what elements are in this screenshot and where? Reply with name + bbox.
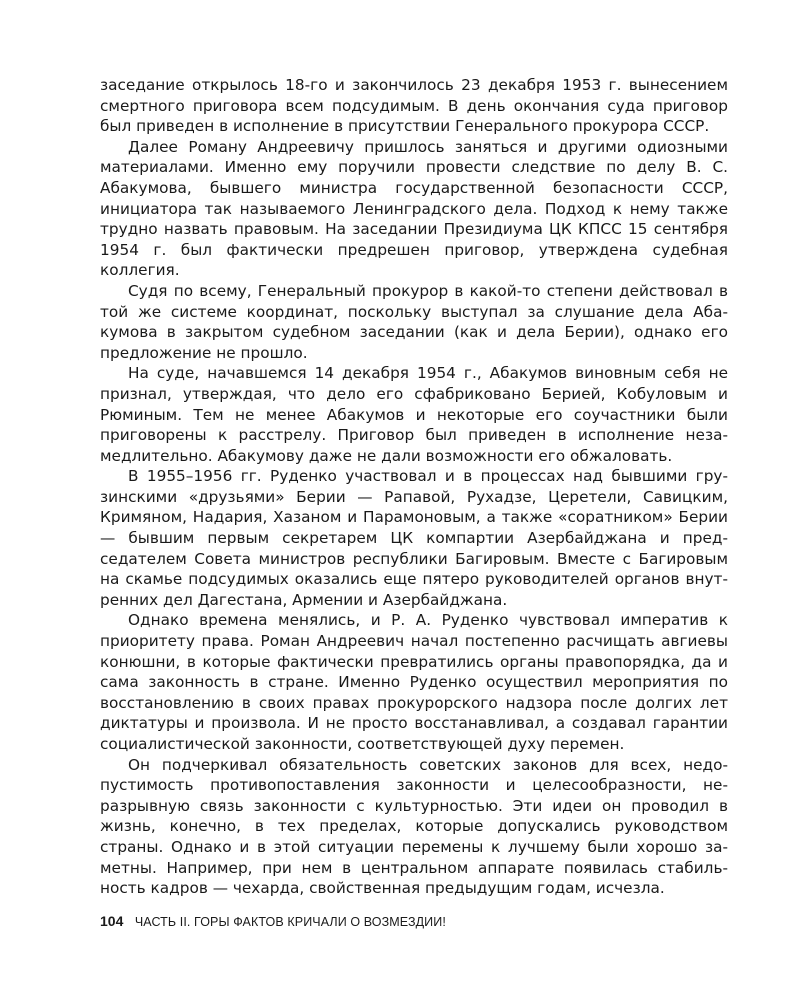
paragraph-2: Далее Роману Андреевичу пришлось заняться и другими одиозными материалами. Именно ему поручили провести следствие по делу В. С. Абакумова, бывшего министра государственной безопасности СССР, инициатора так называемого Ленинградского дела. Подход к нему также трудно назвать правовым. На заседании Президиума ЦК КПСС 15 сентября 1954 г. был фактически предрешен приговор, утверждена судебная коллегия. (100, 137, 728, 280)
book-page (100, 75, 728, 975)
paragraph-7: Он подчеркивал обязательность советских законов для всех, недопустимость противопоставления законности и целесообразности, неразрывную связь законности с культурностью. Эти идеи он проводил в жизнь, конечно, в тех пределах, которые допускались руководством страны. Однако и в этой ситуации перемены к лучшему были хорошо заметны. Например, при нем в центральном аппарате появилась стабильность кадров — чехарда, свойственная предыдущим годам, исчезла. (100, 755, 728, 898)
paragraph-3: Судя по всему, Генеральный прокурор в какой-то степени действовал в той же системе координат, поскольку выступал за слушание дела Абакумова в закрытом судебном заседании (как и дела Берии), однако его предложение не прошло. (100, 281, 728, 362)
page-number: 104 (100, 913, 124, 929)
running-head: ЧАСТЬ II. ГОРЫ ФАКТОВ КРИЧАЛИ О ВОЗМЕЗДИИ! (134, 915, 446, 929)
paragraph-5: В 1955–1956 гг. Руденко участвовал и в процессах над бывшими грузинскими «друзьями» Берии — Рапавой, Рухадзе, Церетели, Савицким, Кримяном, Надария, Хазаном и Парамоновым, а также «соратником» Берии — бывшим первым секретарем ЦК компартии Азербайджана и председателем Совета министров республики Багировым. Вместе с Багировым на скамье подсудимых оказались еще пятеро руководителей органов внутренних дел Дагестана, Армении и Азербайджана. (100, 467, 728, 609)
paragraph-4: На суде, начавшемся 14 декабря 1954 г., Абакумов виновным себя не признал, утверждая, что дело его сфабриковано Берией, Кобуловым и Рюминым. Тем не менее Абакумов и некоторые его соучастники были приговорены к расстрелу. Приговор был приведен в исполнение незамедлительно. Абакумову даже не дали возможности его обжаловать. (100, 364, 728, 465)
page-footer (100, 913, 446, 929)
paragraph-1: заседание открылось 18-го и закончилось 23 декабря 1953 г. вынесением смертного приговора всем подсудимым. В день окончания суда приговор был приведен в исполнение в присутствии Генерального прокурора СССР. (100, 76, 728, 136)
paragraph-6: Однако времена менялись, и Р. А. Руденко чувствовал императив к приоритету права. Роман Андреевич начал постепенно расчищать авгиевы конюшни, в которые фактически превратились органы правопорядка, да и сама законность в стране. Именно Руденко осуществил мероприятия по восстановлению в своих правах прокурорского надзора после долгих лет диктатуры и произвола. И не просто восстанавливал, а создавал гарантии социалистической законности, соответствующей духу перемен. (100, 611, 728, 753)
body-text (100, 75, 728, 899)
